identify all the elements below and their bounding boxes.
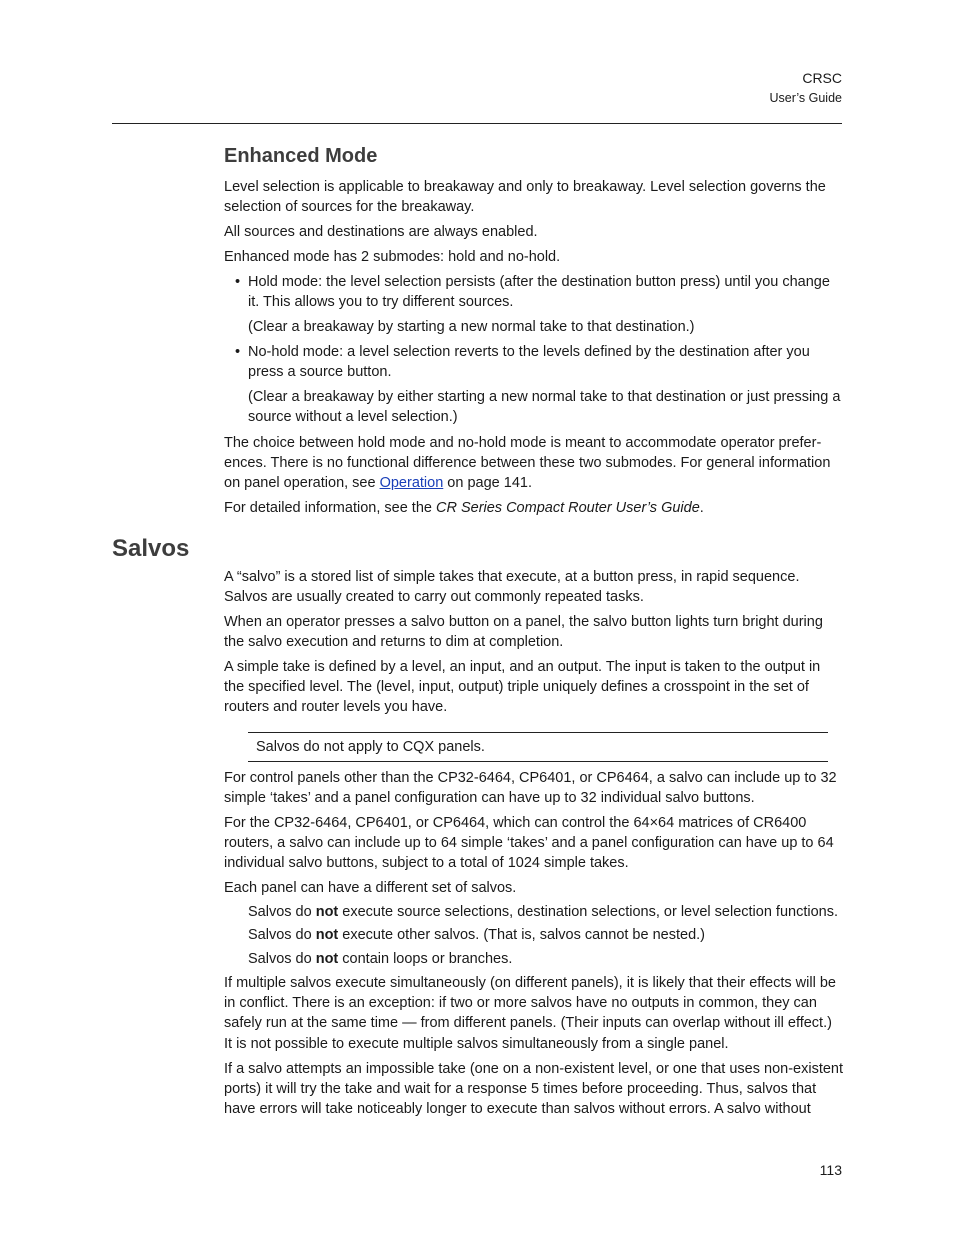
note-text: Salvos do not apply to CQX panels. — [256, 739, 485, 755]
note-box — [248, 732, 828, 762]
running-header-title: CRSC — [802, 70, 842, 86]
text-run: Salvos do — [248, 927, 316, 943]
section-heading-salvos: Salvos — [112, 535, 190, 562]
paragraph: All sources and destinations are always enabled. — [224, 224, 538, 240]
bullet-item-no-hold-mode: No-hold mode: a level selection reverts to the levels defined by the destination after you press a source button. — [248, 344, 810, 381]
paragraph: Each panel can have a different set of salvos. — [224, 880, 517, 896]
indented-item — [248, 902, 844, 922]
emphasis: not — [315, 951, 339, 967]
indented-item — [248, 949, 844, 969]
text-run: Salvos do — [248, 951, 316, 967]
text-run: The choice between hold mode and no-hold mode is meant to accommodate operator preferences. There is no functional difference between these two submodes. For general information on panel operation, see — [224, 435, 831, 492]
emphasis: not — [315, 904, 339, 920]
paragraph: A “salvo” is a stored list of simple takes that execute, at a button press, in rapid sequence. Salvos are usually created to carry out commonly repeated tasks. — [224, 569, 800, 606]
text-run: . — [699, 500, 704, 516]
text-run: contain loops or branches. — [338, 951, 513, 967]
operation-link[interactable]: Operation — [379, 475, 444, 492]
bullet-note: (Clear a breakaway by either starting a new normal take to that destination or just pressing a source without a level selection.) — [248, 389, 841, 426]
emphasis: not — [315, 927, 339, 943]
bullet-note: (Clear a breakaway by starting a new normal take to that destination.) — [248, 319, 695, 335]
paragraph: If a salvo attempts an impossible take (one on a non-existent level, or one that uses non-existent ports) it will try the take and wait for a response 5 times before proceeding. Thus, salvos that have errors will take noticeably longer to execute than salvos without errors. A salvo without — [224, 1061, 844, 1118]
paragraph: Enhanced mode has 2 submodes: hold and no-hold. — [224, 249, 561, 265]
text-run: execute other salvos. (That is, salvos cannot be nested.) — [338, 927, 705, 943]
paragraph: When an operator presses a salvo button on a panel, the salvo button lights turn bright during the salvo execution and returns to dim at completion. — [224, 614, 823, 651]
header-rule — [112, 123, 842, 124]
text-run: on page 141. — [443, 475, 532, 492]
bullet-icon: • — [235, 274, 241, 290]
section-heading-enhanced-mode: Enhanced Mode — [224, 145, 378, 167]
book-title: CR Series Compact Router User’s Guide — [435, 500, 700, 516]
text-run: Salvos do — [248, 904, 316, 920]
bullet-icon: • — [235, 344, 241, 360]
paragraph — [224, 498, 844, 518]
paragraph: For the CP32-6464, CP6401, or CP6464, which can control the 64×64 matrices of CR6400 routers, a salvo can include up to 64 simple ‘takes’ and a panel configuration can have up to 64 individual salvo buttons, subject to a total of 1024 simple takes. — [224, 815, 834, 872]
paragraph: Level selection is applicable to breakaway and only to breakaway. Level selection governs the selection of sources for the breakaway. — [224, 179, 826, 216]
paragraph: If multiple salvos execute simultaneously (on different panels), it is likely that their effects will be in conflict. There is an exception: if two or more salvos have no outputs in common, they can safely run at the same time — from different panels. (Their inputs can overlap without ill effect.) It is not possible to execute multiple salvos simultaneously from a single panel. — [224, 975, 836, 1052]
paragraph: For control panels other than the CP32-6464, CP6401, or CP6464, a salvo can include up to 32 simple ‘takes’ and a panel configuration can have up to 32 individual salvo buttons. — [224, 770, 837, 807]
bullet-item-hold-mode: Hold mode: the level selection persists (after the destination button press) until you change it. This allows you to try different sources. — [248, 274, 830, 311]
running-header-subtitle: User’s Guide — [769, 91, 842, 105]
indented-item — [248, 925, 844, 945]
page-number: 113 — [819, 1162, 842, 1178]
text-run: execute source selections, destination selections, or level selection functions. — [338, 904, 838, 920]
paragraph: A simple take is defined by a level, an input, and an output. The input is taken to the output in the specified level. The (level, input, output) triple uniquely defines a crosspoint in the set of routers and router levels you have. — [224, 659, 821, 716]
text-run: For detailed information, see the — [224, 500, 436, 516]
paragraph — [224, 433, 844, 494]
